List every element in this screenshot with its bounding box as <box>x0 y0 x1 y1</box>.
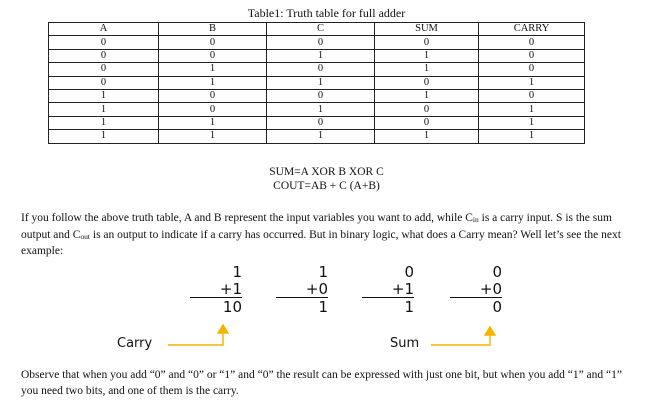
sum-operand: +1 <box>362 280 414 298</box>
cell-b: 0 <box>159 36 267 49</box>
carry-arrow-line <box>168 331 223 345</box>
header-carry: CARRY <box>479 23 585 36</box>
sum-arrow-head <box>485 327 495 335</box>
sum-result: 1 <box>318 298 328 316</box>
header-b: B <box>159 23 267 36</box>
table-caption: Table1: Truth table for full adder <box>247 6 406 20</box>
cell-c: 0 <box>267 36 375 49</box>
cell-c: 1 <box>267 49 375 62</box>
sum-result: 1 <box>404 298 414 316</box>
header-a: A <box>49 23 159 36</box>
cell-sum: 1 <box>375 89 479 102</box>
cell-b: 1 <box>159 116 267 129</box>
cell-a: 0 <box>49 76 159 89</box>
header-c: C <box>267 23 375 36</box>
observation-paragraph: Observe that when you add “0” and “0” or “1” and “0” the result can be expressed with just one bit, but when you add “1” and “1” you need two bits, and one of them is the carry. <box>21 369 622 397</box>
cell-c: 1 <box>267 76 375 89</box>
cin-subscript: in <box>472 215 479 224</box>
cout-subscript: out <box>80 231 91 241</box>
cell-sum: 0 <box>375 36 479 49</box>
sum-equation: SUM=A XOR B XOR C <box>269 166 384 178</box>
sum-result: 10 <box>222 298 242 316</box>
paragraph-text-2: is a carry input. S is the sum output and C <box>21 212 612 241</box>
cell-b: 0 <box>159 89 267 102</box>
cell-a: 0 <box>49 49 159 62</box>
paragraph-text-1: If you follow the above truth table, A and B represent the input variables you want to add, while C <box>21 212 473 224</box>
cout-equation: COUT=AB + C (A+B) <box>273 180 380 192</box>
cell-b: 0 <box>159 103 267 116</box>
cell-carry: 1 <box>479 103 585 116</box>
paragraph-text-3: is an output to indicate if a carry has occurred. But in binary logic, what does a Carry mean? Well let’s see the next example: <box>21 228 621 257</box>
sum-result: 0 <box>492 298 502 316</box>
sum-top: 0 <box>492 263 502 281</box>
carry-label: Carry <box>117 336 153 351</box>
sum-operand: +0 <box>276 280 328 298</box>
cell-sum: 1 <box>375 130 479 143</box>
sum-top: 1 <box>318 263 328 281</box>
cell-b: 1 <box>159 130 267 143</box>
cell-c: 1 <box>267 103 375 116</box>
cell-b: 1 <box>159 63 267 76</box>
cell-carry: 0 <box>479 89 585 102</box>
sum-arrow-line <box>431 333 490 345</box>
cell-sum: 1 <box>375 49 479 62</box>
cell-a: 0 <box>49 63 159 76</box>
sum-label: Sum <box>390 336 420 351</box>
header-sum: SUM <box>375 23 479 36</box>
cell-carry: 0 <box>479 63 585 76</box>
cell-a: 1 <box>49 116 159 129</box>
cell-a: 1 <box>49 103 159 116</box>
cell-carry: 1 <box>479 130 585 143</box>
sum-top: 0 <box>404 263 414 281</box>
cell-c: 0 <box>267 116 375 129</box>
cell-carry: 0 <box>479 49 585 62</box>
cell-a: 1 <box>49 89 159 102</box>
cell-c: 1 <box>267 130 375 143</box>
cell-carry: 0 <box>479 36 585 49</box>
cell-a: 1 <box>49 130 159 143</box>
carry-arrow-head <box>218 325 228 333</box>
sum-top: 1 <box>232 263 242 281</box>
cell-a: 0 <box>49 36 159 49</box>
cell-b: 1 <box>159 76 267 89</box>
cell-b: 0 <box>159 49 267 62</box>
cell-carry: 1 <box>479 76 585 89</box>
cell-carry: 1 <box>479 116 585 129</box>
cell-sum: 0 <box>375 103 479 116</box>
cell-sum: 0 <box>375 76 479 89</box>
cell-sum: 1 <box>375 63 479 76</box>
sum-operand: +0 <box>450 280 502 298</box>
cell-c: 0 <box>267 63 375 76</box>
sum-operand: +1 <box>190 280 242 298</box>
cell-c: 0 <box>267 89 375 102</box>
cell-sum: 0 <box>375 116 479 129</box>
